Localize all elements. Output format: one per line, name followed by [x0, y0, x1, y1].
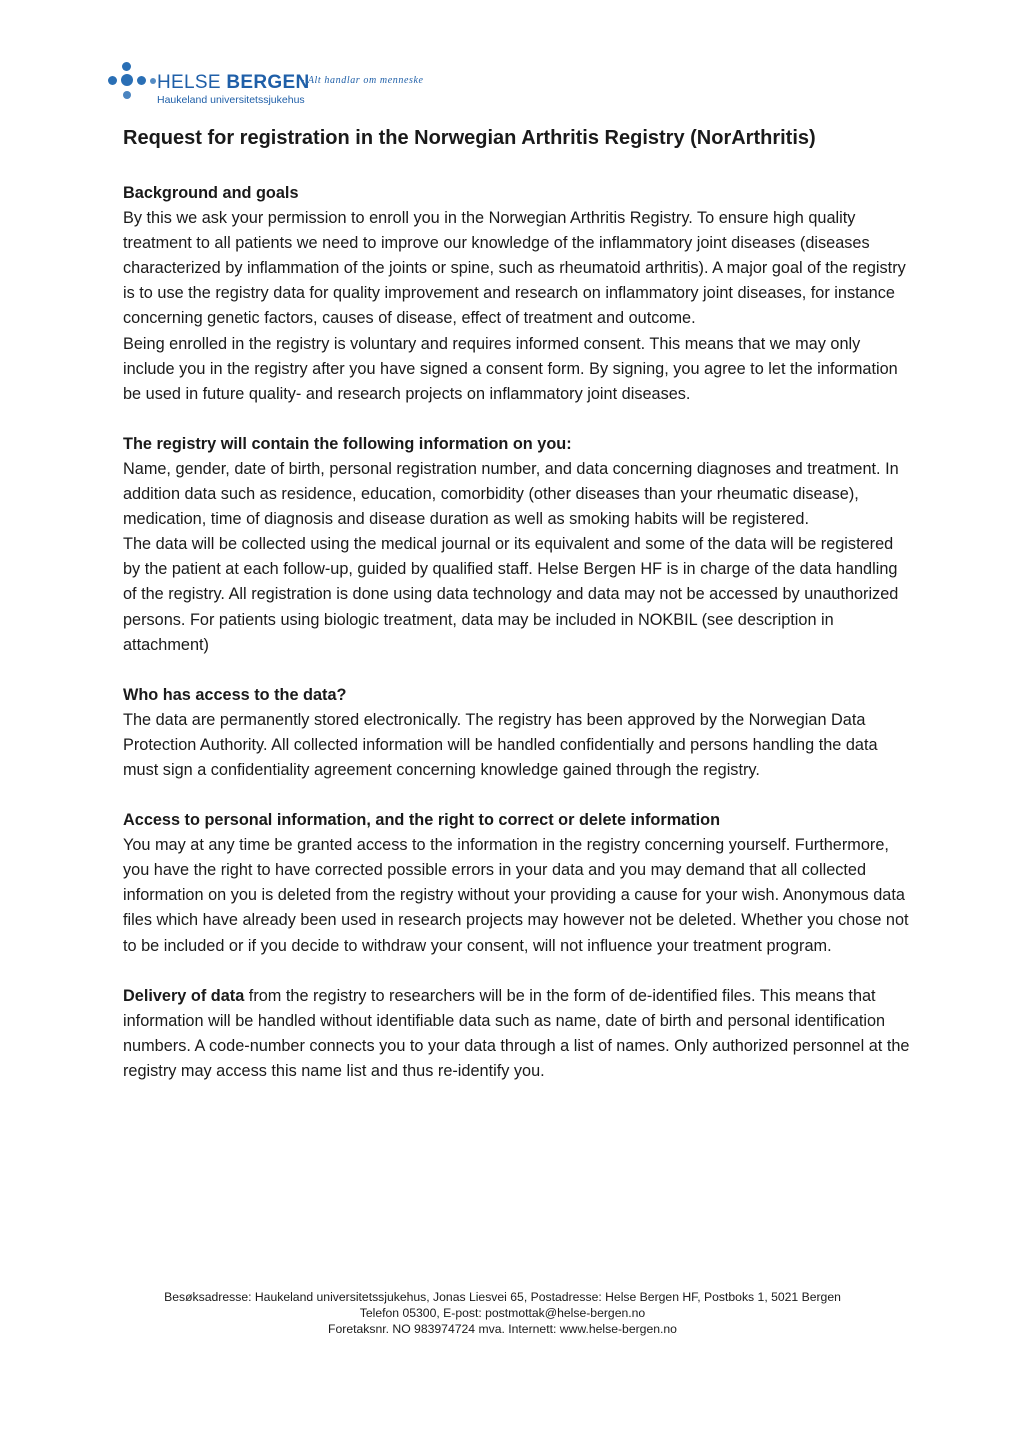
section-paragraph: By this we ask your permission to enroll you in the Norwegian Arthritis Registry. To ensure high quality treatment to all patients we need to improve our knowledge of the inflammatory joint diseases (diseases characterized by inflammation of the joints or spine, such as rheumatoid arthritis). A major goal of the registry is to use the registry data for quality improvement and research on inflammatory joint diseases, for instance concerning genetic factors, causes of disease, effect of treatment and outcome.: [123, 209, 906, 328]
section-paragraph: [123, 984, 913, 1084]
footer-address: Besøksadresse: Haukeland universitetssjukehus, Jonas Liesvei 65, Postadresse: Helse Bergen HF, Postboks 1, 5021 Bergen: [164, 1290, 841, 1304]
brand-part-bergen: BERGEN: [226, 72, 310, 93]
helse-bergen-logo: [108, 60, 528, 108]
brand-part-helse: HELSE: [157, 72, 221, 93]
section-data-access: [123, 683, 913, 783]
section-background: [123, 181, 913, 407]
section-paragraph: You may at any time be granted access to the information in the registry concerning yourself. Furthermore, you have the right to have corrected possible errors in your data and you may demand that all collected information on you is deleted from the registry without your providing a cause for your wish. Anonymous data files which have already been used in research projects may however not be deleted. Whether you chose not to be included or if you decide to withdraw your consent, will not influence your treatment program.: [123, 836, 909, 955]
section-personal-information-rights: [123, 808, 913, 959]
section-paragraph: Name, gender, date of birth, personal registration number, and data concerning diagnoses and treatment. In addition data such as residence, education, comorbidity (other diseases than your rheumatic disease), medication, time of diagnosis and disease duration as well as smoking habits will be registered.: [123, 459, 899, 529]
section-paragraph: The data will be collected using the medical journal or its equivalent and some of the data will be registered by the patient at each follow-up, guided by qualified staff. Helse Bergen HF is in charge of the data handling of the registry. All registration is done using data technology and data may not be accessed by unauthorized persons. For patients using biologic treatment, data may be included in NOKBIL (see description in attachment): [123, 535, 899, 654]
brand-subtitle: Haukeland universitetssjukehus: [157, 94, 305, 106]
inline-text: from the registry to researchers will be in the form of de-identified files. This means that information will be handled without identifiable data such as name, date of birth and personal identification numbers. A code-number connects you to your data through a list of names. Only authorized personnel at the registry may access this name list and thus re-identify you.: [123, 986, 910, 1080]
section-heading: Who has access to the data?: [123, 685, 347, 704]
brand-slogan: - Alt handlar om menneske: [301, 75, 424, 86]
section-heading: The registry will contain the following information on you:: [123, 434, 572, 453]
footer-contact: Telefon 05300, E-post: postmottak@helse-bergen.no: [359, 1306, 646, 1320]
page-footer: [100, 1289, 905, 1337]
document-title: Request for registration in the Norwegian Arthritis Registry (NorArthritis): [123, 127, 816, 149]
section-paragraph: The data are permanently stored electronically. The registry has been approved by the Norwegian Data Protection Authority. All collected information will be handled confidentially and persons handling the data must sign a confidentiality agreement concerning knowledge gained through the registry.: [123, 710, 878, 779]
section-heading: Background and goals: [123, 184, 299, 202]
document-body: [123, 123, 913, 1109]
section-registry-contents: [123, 432, 913, 658]
section-paragraph: Being enrolled in the registry is voluntary and requires informed consent. This means that we may only include you in the registry after you have signed a consent form. By signing, you agree to let the information be used in future quality- and research projects on inflammatory joint diseases.: [123, 334, 898, 403]
inline-heading: Delivery of data: [123, 986, 245, 1005]
section-data-delivery: [123, 984, 913, 1084]
section-heading: Access to personal information, and the right to correct or delete information: [123, 811, 721, 830]
logo-dots-icon: [108, 60, 158, 106]
footer-company-info: Foretaksnr. NO 983974724 mva. Internett: www.helse-bergen.no: [328, 1322, 677, 1336]
brand-name: [157, 73, 310, 93]
